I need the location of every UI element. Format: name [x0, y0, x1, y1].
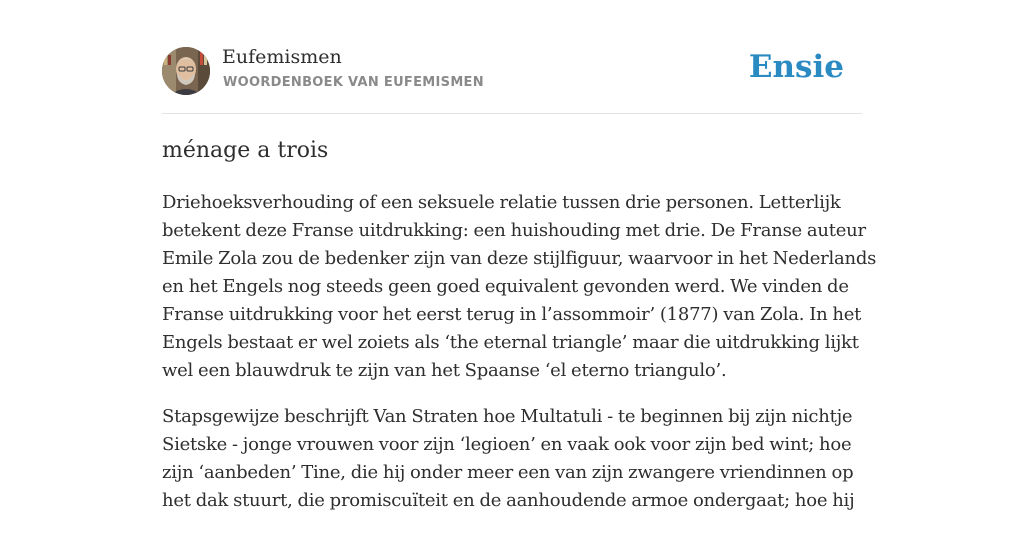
paragraph-line: betekent deze Franse uitdrukking: een huishouding met drie. De Franse auteur — [162, 220, 866, 241]
author-avatar-image — [162, 47, 210, 95]
paragraph-line: Sietske - jonge vrouwen voor zijn ‘legioen’ en vaak ook voor zijn bed wint; hoe — [162, 434, 852, 455]
entry-paragraph-1 — [162, 189, 877, 385]
paragraph-line: Engels bestaat er wel zoiets als ‘the eternal triangle’ maar die uitdrukking lijkt — [162, 332, 859, 353]
entry-paragraph-2 — [162, 403, 862, 515]
paragraph-line: Driehoeksverhouding of een seksuele relatie tussen drie personen. Letterlijk — [162, 192, 841, 213]
paragraph-line: wel een blauwdruk te zijn van het Spaanse ‘el eterno triangulo’. — [162, 360, 727, 381]
paragraph-line: Franse uitdrukking voor het eerst terug in l’assommoir’ (1877) van Zola. In het — [162, 304, 862, 325]
paragraph-line: het dak stuurt, die promiscuïteit en de aanhoudende armoe ondergaat; hoe hij — [162, 490, 855, 511]
page-container — [162, 0, 877, 511]
author-subtitle[interactable]: WOORDENBOEK VAN EUFEMISMEN — [223, 75, 484, 90]
entry-body — [162, 189, 877, 533]
entry-title: ménage a trois — [162, 138, 329, 163]
paragraph-line: Stapsgewijze beschrijft Van Straten hoe Multatuli - te beginnen bij zijn nichtje — [162, 406, 853, 427]
header — [162, 0, 862, 114]
paragraph-line: en het Engels nog steeds geen goed equivalent gevonden werd. We vinden de — [162, 276, 849, 297]
brand-logo[interactable]: Ensie — [748, 49, 844, 85]
author-avatar[interactable] — [162, 47, 210, 95]
paragraph-line: Emile Zola zou de bedenker zijn van deze stijlfiguur, waarvoor in het Nederlands — [162, 248, 877, 269]
paragraph-line: zijn ‘aanbeden’ Tine, die hij onder meer een van zijn zwangere vriendinnen op — [162, 462, 854, 483]
author-name[interactable]: Eufemismen — [222, 46, 342, 68]
